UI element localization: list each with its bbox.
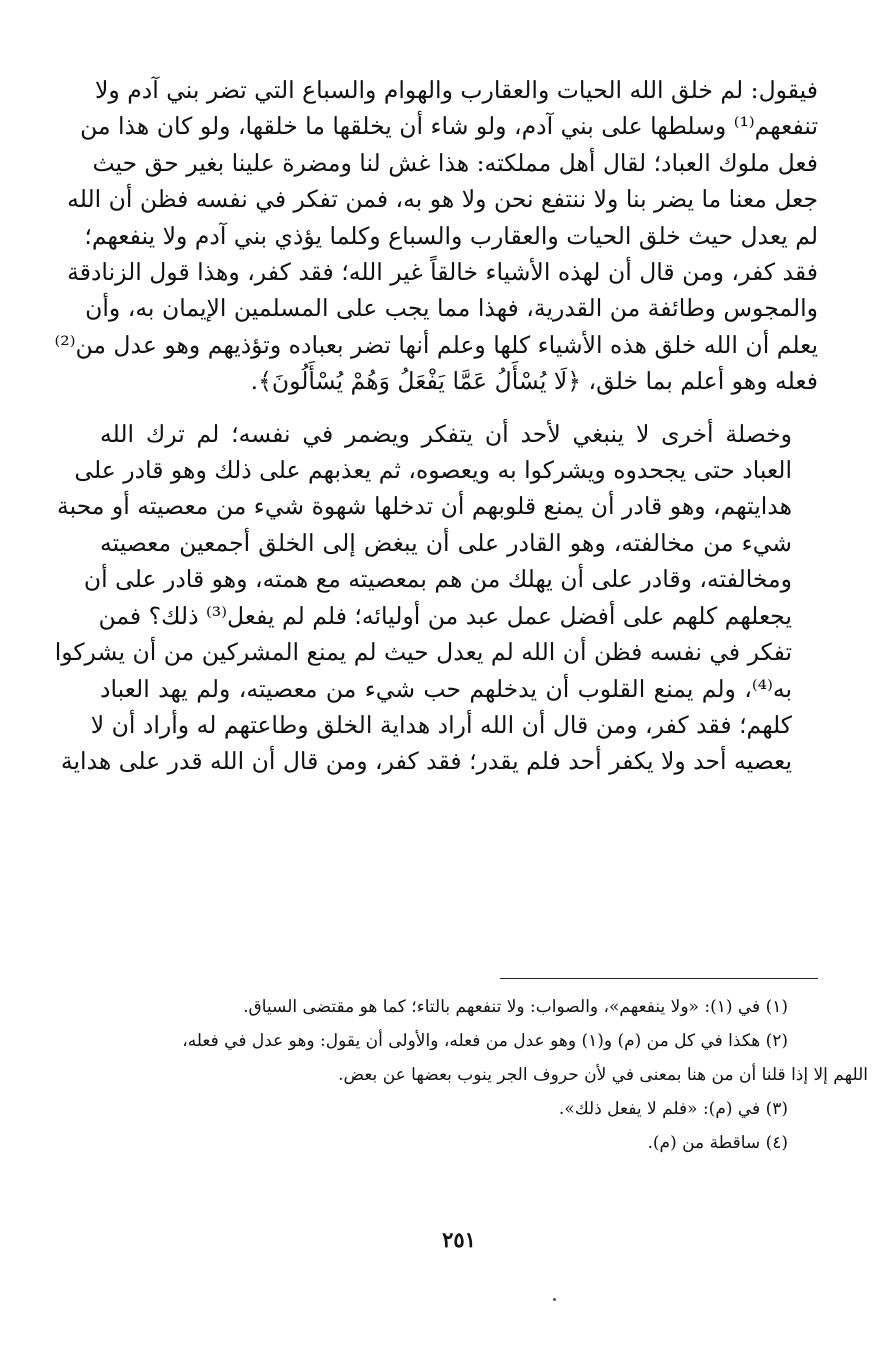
text-line: يعصيه أحد ولا يكفر أحد فلم يقدر؛ فقد كفر، ومن قال أن الله قدر على هداية	[60, 747, 792, 776]
text-line: ومخالفته، وقادر على أن يهلك من هم بمعصيته مع همته، وهو قادر على أن	[83, 565, 792, 594]
paragraph-2	[54, 416, 818, 780]
footnote-4: (٤) ساقطة من (م).	[647, 1133, 788, 1153]
text-line: فقد كفر، ومن قال أن لهذه الأشياء خالقاً غير الله؛ فقد كفر، وهذا قول الزنادقة	[67, 258, 818, 287]
text-line: تنفعهم⁽¹⁾ وسلطها على بني آدم، ولو شاء أن يخلقها ما خلقها، ولو كان هذا من	[80, 112, 818, 141]
text-line: فعل ملوك العباد؛ لقال أهل مملكته: هذا غش لنا ومضرة علينا بغير حق حيث	[92, 148, 818, 177]
text-line: شيء من مخالفته، وهو القادر على أن يبغض إلى الخلق أجمعين معصيته	[100, 528, 792, 557]
text-line: هدايتهم، وهو قادر أن يمنع قلوبهم أن تدخلها شهوة شيء من معصيته أو محبة	[57, 492, 792, 521]
text-line: به⁽⁴⁾، ولم يمنع القلوب أن يدخلهم حب شيء من معصيته، ولم يهد العباد	[100, 674, 792, 703]
footnote-1: (١) في (١): «ولا ينفعهم»، والصواب: ولا تنفعهم بالتاء؛ كما هو مقتضى السياق.	[243, 997, 788, 1017]
footnote-2: (٢) هكذا في كل من (م) و(١) وهو عدل من فعله، والأولى أن يقول: وهو عدل في فعله،	[182, 1031, 788, 1051]
footnote-divider	[500, 978, 818, 979]
text-line: وخصلة أخرى لا ينبغي لأحد أن يتفكر ويضمر في نفسه؛ لم ترك الله	[100, 419, 792, 448]
book-page	[54, 72, 868, 1312]
text-line: يجعلهم كلهم على أفضل عمل عبد من أوليائه؛ فلم لم يفعل⁽³⁾ ذلك؟ فمن	[98, 601, 792, 630]
text-line: والمجوس وطائفة من القدرية، فهذا مما يجب على المسلمين الإيمان به، وأن	[85, 294, 818, 323]
text-line: جعل معنا ما يضر بنا ولا ننتفع نحن ولا هو به، فمن تفكر في نفسه فظن أن الله	[67, 185, 818, 214]
main-text	[54, 72, 818, 780]
scan-speck	[553, 1298, 556, 1301]
page-number: ٢٥١	[442, 1227, 476, 1252]
text-line: كلهم؛ فقد كفر، ومن قال أن الله أراد هداية الخلق وطاعتهم له وأراد أن لا	[90, 710, 792, 739]
text-line: لم يعدل حيث خلق الحيات والعقارب والسباع وكلما يؤذي بني آدم ولا ينفعهم؛	[84, 221, 818, 250]
paragraph-1	[54, 72, 818, 400]
text-line-quran-verse: فعله وهو أعلم بما خلق، ﴿لَا يُسْأَلُ عَمَّا يَفْعَلُ وَهُمْ يُسْأَلُونَ﴾.	[250, 367, 818, 396]
footnotes	[100, 990, 868, 1160]
footnote-2-continuation: اللهم إلا إذا قلنا أن من هنا بمعنى في لأن حروف الجر ينوب بعضها عن بعض.	[338, 1065, 868, 1085]
text-line: فيقول: لم خلق الله الحيات والعقارب والهوام والسباع التي تضر بني آدم ولا	[94, 76, 818, 104]
footnote-3: (٣) في (م): «فلم لا يفعل ذلك».	[558, 1099, 788, 1119]
text-line: يعلم أن الله خلق هذه الأشياء كلها وعلم أنها تضر بعباده وتؤذيهم وهو عدل من⁽²⁾	[54, 330, 818, 359]
text-line: تفكر في نفسه فظن أن الله لم يعدل حيث لم يمنع المشركين من أن يشركوا	[54, 638, 792, 667]
text-line: العباد حتى يجحدوه ويشركوا به ويعصوه، ثم يعذبهم على ذلك وهو قادر على	[74, 456, 792, 485]
